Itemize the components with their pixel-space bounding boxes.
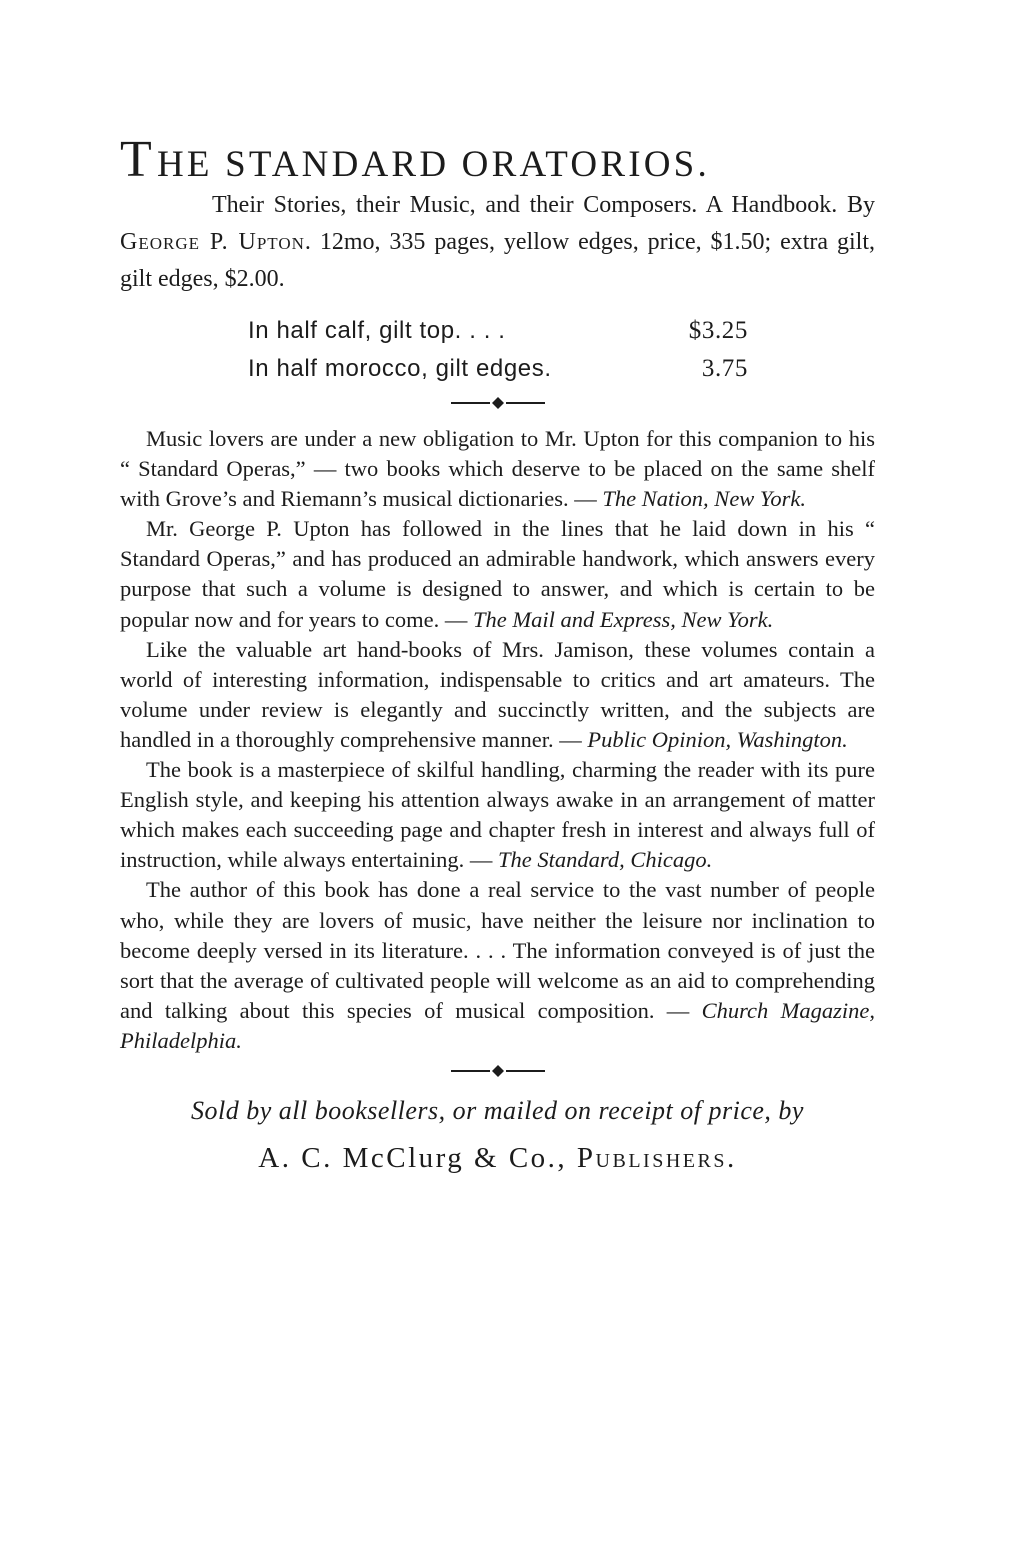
book-title xyxy=(120,131,875,188)
review-text: Music lovers are under a new obligation to Mr. Upton for this companion to his “ Standard Operas,” — two books which deserve to be placed on the same shelf with Grove’s and Riemann’s musical dictionaries. — xyxy=(120,426,875,512)
description-part2: . 12mo, 335 pages, yellow edges, price, $1.50; extra gilt, gilt edges, $2.00. xyxy=(120,229,875,292)
press-reviews xyxy=(120,424,875,1056)
review-church-magazine xyxy=(120,875,875,1056)
price-row-half-morocco xyxy=(248,350,748,388)
price-leader-dots: . . . . xyxy=(454,317,506,344)
price-list xyxy=(248,312,875,388)
review-text: Mr. George P. Upton has followed in the lines that he laid down in his “ Standard Operas,” and has produced an admirable handwork, which answers every purpose that such a volume is designed to answer, and which is certain to be popular now and for years to come. — xyxy=(120,516,875,632)
diamond-rule-icon xyxy=(443,1063,553,1079)
publisher-name: A. C. McClurg & Co., xyxy=(258,1141,568,1174)
review-source: The Nation, New York. xyxy=(602,486,806,512)
review-mail-express xyxy=(120,514,875,634)
description-part1: Their Stories, their Music, and their Composers. A Handbook. By xyxy=(212,192,875,218)
review-text: Like the valuable art hand-books of Mrs. Jamison, these volumes contain a world of interesting information, indispensable to critics and art amateurs. The volume under review is elegantly and succinctly written, and the subjects are handled in a thoroughly comprehensive manner. — xyxy=(120,636,875,752)
review-nation xyxy=(120,424,875,514)
review-standard xyxy=(120,755,875,875)
diamond-rule-icon xyxy=(443,395,553,411)
review-source: Church Magazine, Philadelphia. xyxy=(120,997,875,1053)
price-amount: $3.25 xyxy=(688,317,748,344)
price-label: In half morocco, gilt edges xyxy=(248,355,545,382)
price-leader-dots: . xyxy=(544,355,552,382)
review-source: The Mail and Express, New York. xyxy=(473,606,774,632)
publisher-role: Publishers. xyxy=(576,1141,737,1174)
advertisement-page xyxy=(120,131,875,1178)
price-row-half-calf xyxy=(248,312,748,350)
author-name: George P. Upton xyxy=(120,229,305,255)
review-source: Public Opinion, Washington. xyxy=(587,726,848,752)
book-description xyxy=(120,187,875,298)
review-public-opinion xyxy=(120,635,875,755)
review-text: The author of this book has done a real service to the vast number of people who, while they are lovers of music, have neither the leisure nor inclination to become deeply versed in its literature. . . . The information conveyed is of just the sort that the average of cultivated people will welcome as an aid to comprehending and talking about this species of musical composition. — xyxy=(120,877,875,1023)
review-source: The Standard, Chicago. xyxy=(498,847,713,873)
review-text: The book is a masterpiece of skilful handling, charming the reader with its pure English style, and keeping his attention always awake in an arrangement of matter which makes each succeeding page and chapter fresh in interest and always full of instruction, while always entertaining. — xyxy=(120,757,875,873)
divider-ornament xyxy=(120,388,875,418)
price-amount: 3.75 xyxy=(701,355,748,382)
price-label: In half calf, gilt top xyxy=(248,317,455,344)
title-rest: HE STANDARD ORATORIOS. xyxy=(156,144,710,185)
publisher-imprint xyxy=(120,1138,875,1178)
sales-notice: Sold by all booksellers, or mailed on receipt of price, by xyxy=(191,1095,804,1125)
title-dropcap: T xyxy=(120,131,155,188)
divider-ornament-bottom xyxy=(120,1056,875,1086)
